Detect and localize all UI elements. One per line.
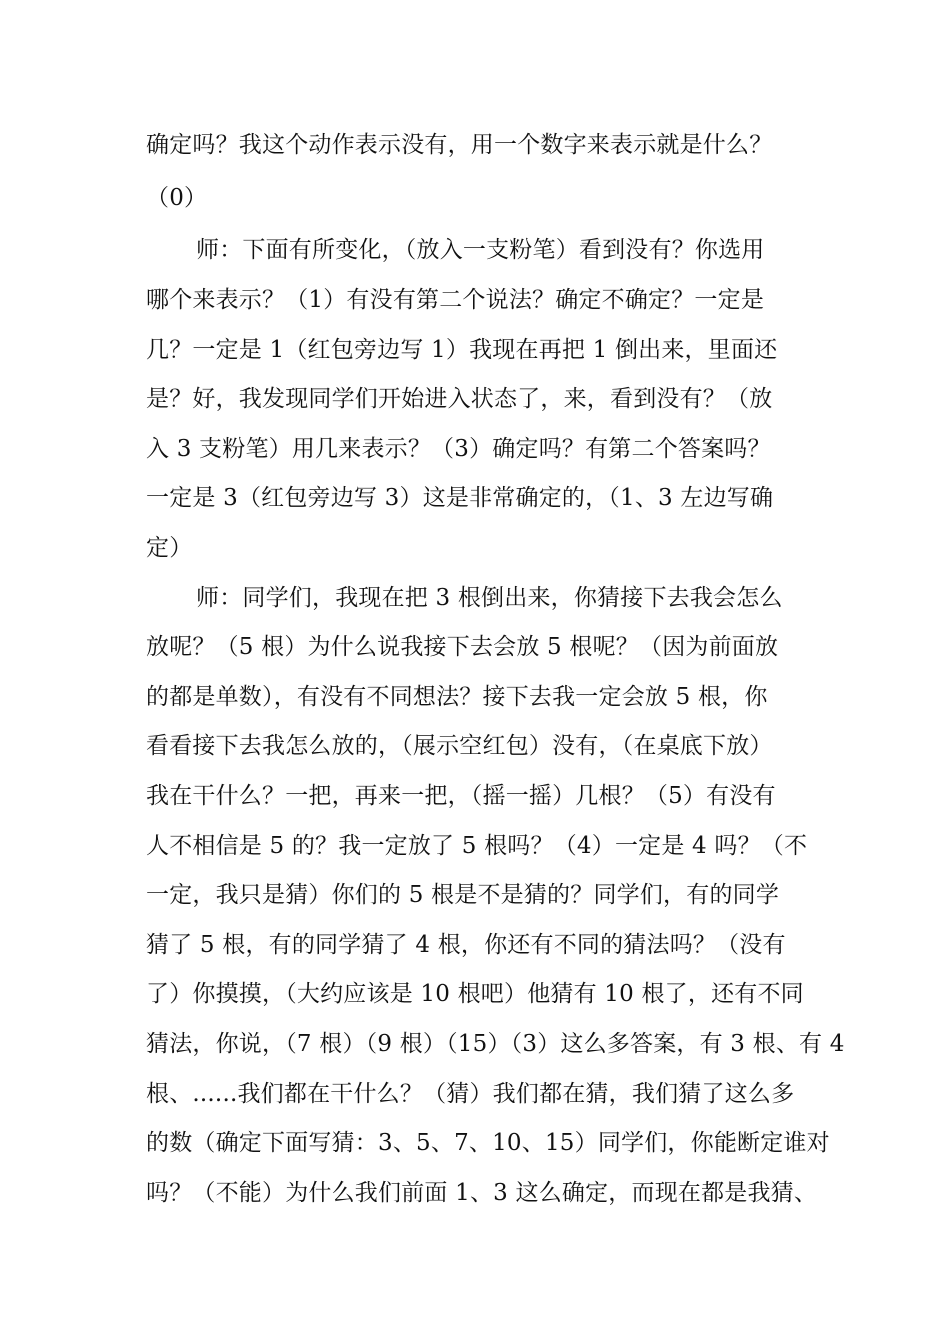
text-line-10: 师：同学们，我现在把 3 根倒出来，你猜接下去我会怎么	[196, 585, 783, 611]
text-line-21: 的数（确定下面写猜：3、5、7、10、15）同学们，你能断定谁对	[146, 1130, 830, 1156]
text-line-14: 我在干什么？一把，再来一把，（摇一摇）几根？（5）有没有	[146, 783, 776, 809]
text-line-7: 入 3 支粉笔）用几来表示？（3）确定吗？有第二个答案吗？	[146, 436, 771, 462]
text-line-13: 看看接下去我怎么放的，（展示空红包）没有，（在桌底下放）	[146, 733, 773, 759]
text-line-19: 猜法，你说，（7 根）（9 根）（15）（3）这么多答案，有 3 根、有 4	[146, 1031, 845, 1057]
text-line-8: 一定是 3（红包旁边写 3）这是非常确定的，（1、3 左边写确	[146, 485, 774, 511]
text-line-4: 哪个来表示？（1）有没有第二个说法？确定不确定？一定是	[146, 287, 765, 313]
text-line-3: 师：下面有所变化，（放入一支粉笔）看到没有？你选用	[196, 237, 765, 263]
text-line-1: 确定吗？我这个动作表示没有，用一个数字来表示就是什么？	[146, 132, 773, 158]
text-line-5: 几？一定是 1（红包旁边写 1）我现在再把 1 倒出来，里面还	[146, 337, 778, 363]
text-line-15: 人不相信是 5 的？我一定放了 5 根吗？（4）一定是 4 吗？（不	[146, 833, 808, 859]
text-line-11: 放呢？（5 根）为什么说我接下去会放 5 根呢？（因为前面放	[146, 634, 779, 660]
text-line-22: 吗？（不能）为什么我们前面 1、3 这么确定，而现在都是我猜、	[146, 1180, 818, 1206]
text-line-16: 一定，我只是猜）你们的 5 根是不是猜的？同学们，有的同学	[146, 882, 780, 908]
text-line-2: （0）	[146, 185, 208, 211]
text-line-12: 的都是单数），有没有不同想法？接下去我一定会放 5 根，你	[146, 684, 768, 710]
text-line-18: 了）你摸摸，（大约应该是 10 根吧）他猜有 10 根了，还有不同	[146, 981, 804, 1007]
text-line-6: 是？好，我发现同学们开始进入状态了，来，看到没有？（放	[146, 386, 773, 412]
text-line-9: 定）	[146, 535, 193, 561]
text-line-17: 猜了 5 根，有的同学猜了 4 根，你还有不同的猜法吗？（没有	[146, 932, 786, 958]
text-line-20: 根、......我们都在干什么？（猜）我们都在猜，我们猜了这么多	[146, 1081, 795, 1107]
